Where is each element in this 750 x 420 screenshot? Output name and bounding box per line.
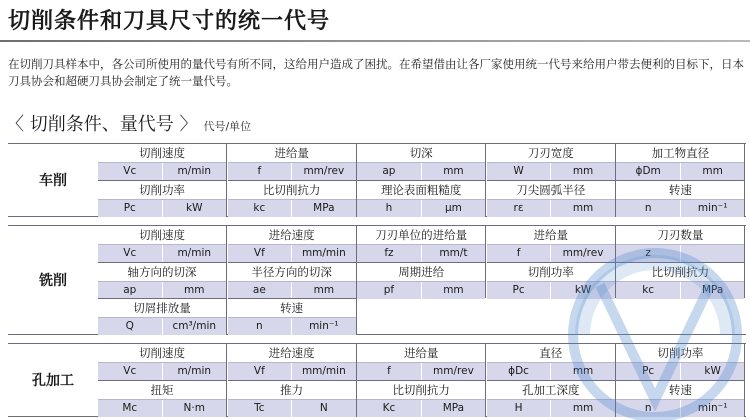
param-cell	[228, 226, 357, 262]
param-name: 进给速度	[228, 226, 356, 244]
param-name: 刀刃单位的进给量	[357, 226, 485, 244]
section-unit-note: 代号/单位	[203, 120, 252, 133]
param-cell	[98, 298, 227, 334]
param-name: 进给速度	[228, 344, 356, 362]
param-name: 进给量	[357, 344, 485, 362]
param-unit: mm/rev	[303, 165, 345, 177]
param-code: Pc	[616, 363, 681, 380]
param-cell	[487, 180, 616, 216]
param-cell	[98, 344, 227, 380]
param-unit: mm	[572, 365, 594, 377]
param-symbol-row	[98, 317, 226, 335]
param-symbol-row	[98, 244, 226, 262]
param-symbol-row	[228, 244, 356, 262]
param-name: 切削速度	[98, 144, 226, 162]
param-unit: mm	[184, 284, 205, 296]
param-unit: min⁻¹	[697, 402, 728, 414]
param-name: 孔加工深度	[487, 381, 615, 399]
param-symbol-row	[357, 399, 485, 417]
param-code: z	[616, 245, 681, 262]
param-symbol-row	[98, 281, 226, 299]
param-unit: kW	[574, 284, 592, 296]
param-symbol-row	[228, 199, 356, 217]
title-underline	[0, 40, 750, 42]
group-label: 车削	[8, 144, 99, 216]
param-symbol-row	[357, 281, 485, 299]
param-symbol-row	[228, 317, 356, 335]
param-cell	[357, 262, 486, 298]
param-cell	[357, 344, 486, 380]
param-code: f	[357, 363, 422, 380]
param-symbol-row	[228, 281, 356, 299]
group-label: 孔加工	[8, 344, 99, 416]
param-code: Vf	[228, 363, 293, 380]
param-unit: mm	[443, 165, 464, 177]
param-code: Vc	[98, 245, 163, 262]
param-name: 转速	[228, 299, 356, 317]
param-code: Tc	[228, 400, 293, 417]
param-name: 切削功率	[98, 181, 226, 199]
param-cell	[228, 380, 357, 416]
param-symbol-row	[487, 199, 615, 217]
watermark-logo	[505, 225, 745, 420]
param-unit: kW	[704, 365, 721, 377]
param-cell	[357, 226, 486, 262]
param-unit: mm/rev	[433, 365, 474, 377]
param-name: 直径	[487, 344, 615, 362]
param-name: 加工物直径	[616, 144, 744, 162]
param-code: pf	[357, 282, 422, 299]
param-code: ϕDm	[616, 163, 681, 180]
param-name: 比切削抗力	[616, 263, 744, 281]
param-cell	[228, 298, 357, 334]
param-cell	[98, 226, 227, 262]
param-unit: cm³/min	[172, 320, 217, 332]
param-name: 周期进给	[357, 263, 485, 281]
param-name: 理论表面粗糙度	[357, 181, 485, 199]
param-code: f	[487, 245, 552, 262]
param-symbol-row	[616, 199, 744, 217]
param-code: n	[228, 318, 293, 335]
param-unit: kW	[186, 202, 203, 214]
param-code: Q	[98, 318, 163, 335]
section-header	[6, 110, 251, 138]
param-unit: mm	[702, 165, 723, 177]
param-name: 切削功率	[487, 263, 615, 281]
param-name: 轴方向的切深	[98, 263, 226, 281]
param-cell	[357, 380, 486, 416]
param-code: ap	[357, 163, 422, 180]
param-code: Kc	[357, 400, 422, 417]
section-title: 〈 切削条件、量代号 〉	[6, 114, 198, 135]
param-cell	[98, 180, 227, 216]
param-unit: MPa	[442, 402, 465, 414]
param-cell	[357, 144, 486, 180]
group-cells	[98, 144, 746, 216]
param-cell	[228, 344, 357, 380]
param-name: 进给量	[487, 226, 615, 244]
param-unit: MPa	[313, 202, 335, 214]
param-cell	[487, 144, 616, 180]
param-name: 扭矩	[98, 381, 226, 399]
param-cell	[616, 144, 745, 180]
param-name: 刀刃数量	[616, 226, 744, 244]
param-unit: mm	[572, 165, 594, 177]
param-code: h	[357, 200, 422, 217]
param-unit: mm	[572, 202, 594, 214]
param-unit: mm/t	[439, 247, 468, 259]
param-name: 刀尖圆弧半径	[487, 181, 615, 199]
param-name: 转速	[616, 181, 744, 199]
param-cell	[616, 180, 745, 216]
group-turning	[8, 143, 746, 217]
page-title: 切削条件和刀具尺寸的统一代号	[8, 9, 331, 34]
param-name: 刀刃宽度	[487, 144, 615, 162]
param-name: 半径方向的切深	[228, 263, 356, 281]
param-unit: m/min	[177, 247, 212, 259]
param-code: W	[487, 163, 552, 180]
param-unit: mm/min	[301, 365, 346, 377]
param-name: 比切削抗力	[228, 181, 356, 199]
param-cell	[357, 180, 486, 216]
intro-paragraph: 在切削刀具样本中，各公司所使用的量代号有所不同，这给用户造成了困扰。在希望借由让各厂家使用统一代号来给用户带去便利的目标下，日本刀具协会和超硬刀具协会制定了统一量代号。	[8, 57, 744, 88]
param-unit: mm	[443, 284, 464, 296]
param-cell	[228, 144, 357, 180]
param-name: 切屑排放量	[98, 299, 226, 317]
param-symbol-row	[357, 244, 485, 262]
param-cell	[98, 262, 227, 298]
param-code: ϕDc	[487, 363, 552, 380]
param-symbol-row	[487, 162, 615, 180]
param-code: Mc	[98, 400, 163, 417]
param-name: 推力	[228, 381, 356, 399]
param-unit: min⁻¹	[309, 320, 339, 332]
param-cell	[98, 144, 227, 180]
param-name: 进给量	[228, 144, 356, 162]
param-unit: N·m	[183, 402, 205, 414]
group-label: 铣削	[8, 226, 99, 334]
param-code: rε	[487, 200, 552, 217]
param-unit: MPa	[701, 284, 724, 296]
param-unit: min⁻¹	[697, 202, 728, 214]
param-code: fz	[357, 245, 422, 262]
param-name: 切削功率	[616, 344, 744, 362]
param-symbol-row	[98, 399, 226, 417]
param-unit: mm	[572, 402, 594, 414]
param-symbol-row	[357, 199, 485, 217]
param-symbol-row	[228, 399, 356, 417]
param-cell	[228, 180, 357, 216]
param-symbol-row	[228, 362, 356, 380]
param-code: ap	[98, 282, 163, 299]
param-unit: mm	[313, 284, 335, 296]
param-code: Vc	[98, 363, 163, 380]
param-symbol-row	[616, 162, 744, 180]
param-name: 切深	[357, 144, 485, 162]
param-name: 比切削抗力	[357, 381, 485, 399]
param-code: Pc	[98, 200, 163, 217]
param-code: ae	[228, 282, 293, 299]
param-unit: μm	[444, 202, 462, 214]
param-unit: m/min	[177, 165, 212, 177]
param-code: Pc	[487, 282, 552, 299]
param-unit: N	[319, 402, 328, 414]
param-symbol-row	[357, 162, 485, 180]
param-symbol-row	[228, 162, 356, 180]
param-unit: mm/rev	[562, 247, 604, 259]
param-symbol-row	[98, 199, 226, 217]
param-name: 切削速度	[98, 344, 226, 362]
param-cell	[98, 380, 227, 416]
param-unit: mm/min	[301, 247, 346, 259]
param-unit: m/min	[177, 365, 212, 377]
param-code: kc	[228, 200, 293, 217]
param-cell	[228, 262, 357, 298]
param-name: 转速	[616, 381, 744, 399]
param-code: Vc	[98, 163, 163, 180]
param-symbol-row	[98, 362, 226, 380]
param-code: n	[616, 400, 681, 417]
param-code: H	[487, 400, 552, 417]
param-name: 切削速度	[98, 226, 226, 244]
param-code: n	[616, 200, 681, 217]
param-symbol-row	[98, 162, 226, 180]
param-symbol-row	[357, 362, 485, 380]
param-code: kc	[616, 282, 681, 299]
param-code: Vf	[228, 245, 293, 262]
param-code: f	[228, 163, 293, 180]
